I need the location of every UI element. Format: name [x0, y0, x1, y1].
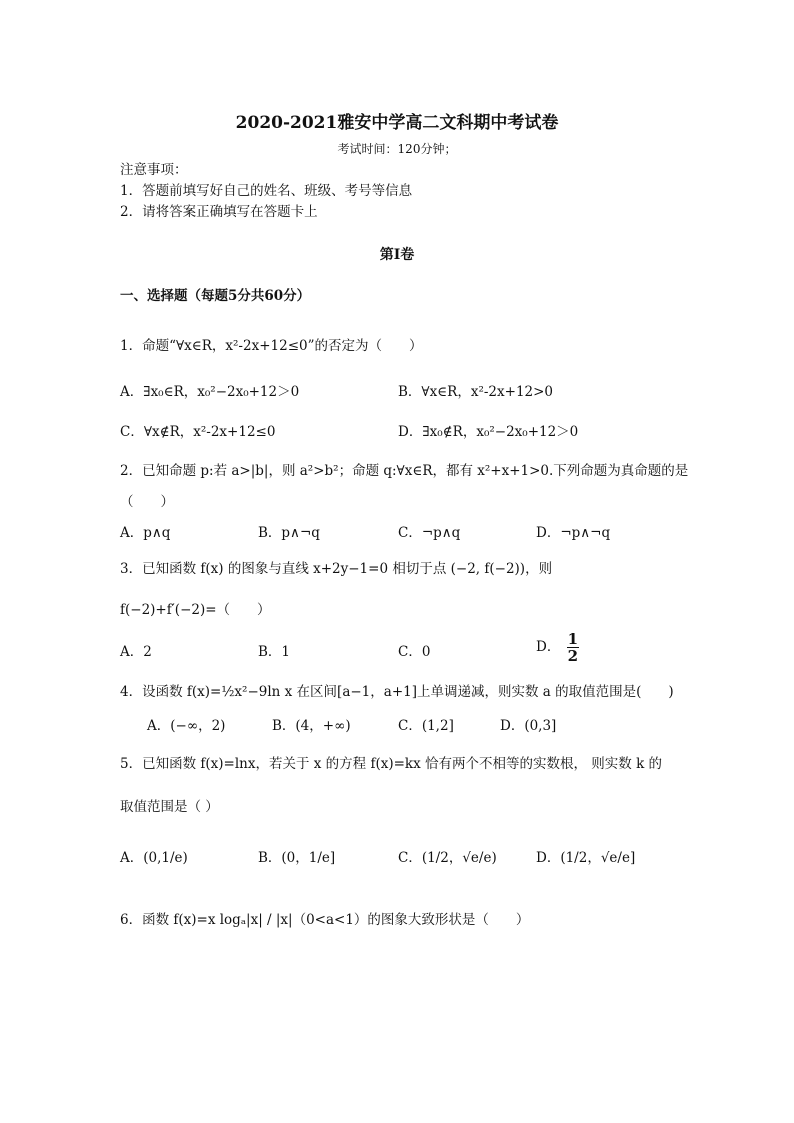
exam-duration: 考试时间：120分钟； [337, 142, 457, 156]
notice-heading: 注意事项： [120, 162, 188, 178]
section-heading: 一、选择题（每题5分共60分） [120, 288, 311, 304]
q4-option-a: A．(−∞，2) [147, 718, 226, 734]
question-2-stem: 2．已知命题 p:若 a>|b|，则 a²>b²；命题 q:∀x∈R，都有 x²+x+1>0.下列命题为真命题的是 [120, 463, 689, 479]
page-title: 2020-2021雅安中学高二文科期中考试卷 [235, 113, 559, 133]
fraction-numerator: 1 [567, 630, 579, 648]
q5-option-a: A．(0,1/e) [120, 850, 188, 866]
question-3-stem: 3．已知函数 f(x) 的图象与直线 x+2y−1=0 相切于点 (−2, f(−2))，则 [120, 561, 553, 577]
fraction-one-half [567, 631, 579, 664]
q3-option-d-label: D． [536, 639, 561, 655]
question-5-stem: 5．已知函数 f(x)=lnx，若关于 x 的方程 f(x)=kx 恰有两个不相等的实数根， 则实数 k 的 [120, 756, 663, 772]
q1-option-a: A．∃x₀∈R，x₀²−2x₀+12＞0 [120, 384, 300, 400]
q1-option-c: C．∀x∉R，x²-2x+12≤0 [120, 424, 276, 440]
q2-option-b: B．p∧¬q [258, 525, 320, 541]
q2-option-d: D．¬p∧¬q [536, 525, 611, 541]
part-label: 第I卷 [379, 247, 415, 263]
q4-option-c: C．(1,2] [398, 718, 454, 734]
q5-option-b: B．(0，1/e] [258, 850, 336, 866]
question-6-stem: 6．函数 f(x)=x logₐ|x| / |x|（0<a<1）的图象大致形状是（ ） [120, 912, 530, 928]
q1-option-d: D．∃x₀∉R，x₀²−2x₀+12＞0 [398, 424, 579, 440]
q3-option-b: B．1 [258, 644, 291, 660]
notice-item: 1．答题前填写好自己的姓名、班级、考号等信息 [120, 183, 413, 199]
q5-option-c: C．(1/2，√e/e) [398, 850, 497, 866]
q2-option-c: C．¬p∧q [398, 525, 461, 541]
question-2-stem-cont: （ ） [120, 494, 174, 510]
q3-option-c: C．0 [398, 644, 431, 660]
question-1-stem: 1．命题“∀x∈R，x²-2x+12≤0”的否定为（ ） [120, 338, 423, 354]
q1-option-b: B．∀x∈R，x²-2x+12>0 [398, 384, 554, 400]
fraction-denominator: 2 [567, 647, 579, 665]
q3-option-d [536, 631, 581, 664]
question-4-stem: 4．设函数 f(x)=½x²−9ln x 在区间[a−1，a+1]上单调递减，则实数 a 的取值范围是( ) [120, 684, 674, 700]
question-5-stem-cont: 取值范围是（ ） [120, 799, 219, 815]
q5-option-d: D．(1/2，√e/e] [536, 850, 636, 866]
q2-option-a: A．p∧q [120, 525, 171, 541]
q4-option-b: B．(4，+∞) [272, 718, 351, 734]
q3-option-a: A．2 [120, 644, 152, 660]
notice-block [120, 160, 412, 223]
q4-option-d: D．(0,3] [500, 718, 557, 734]
notice-item: 2．请将答案正确填写在答题卡上 [120, 204, 318, 220]
question-3-stem-cont: f(−2)+f′(−2)=（ ） [120, 602, 271, 618]
